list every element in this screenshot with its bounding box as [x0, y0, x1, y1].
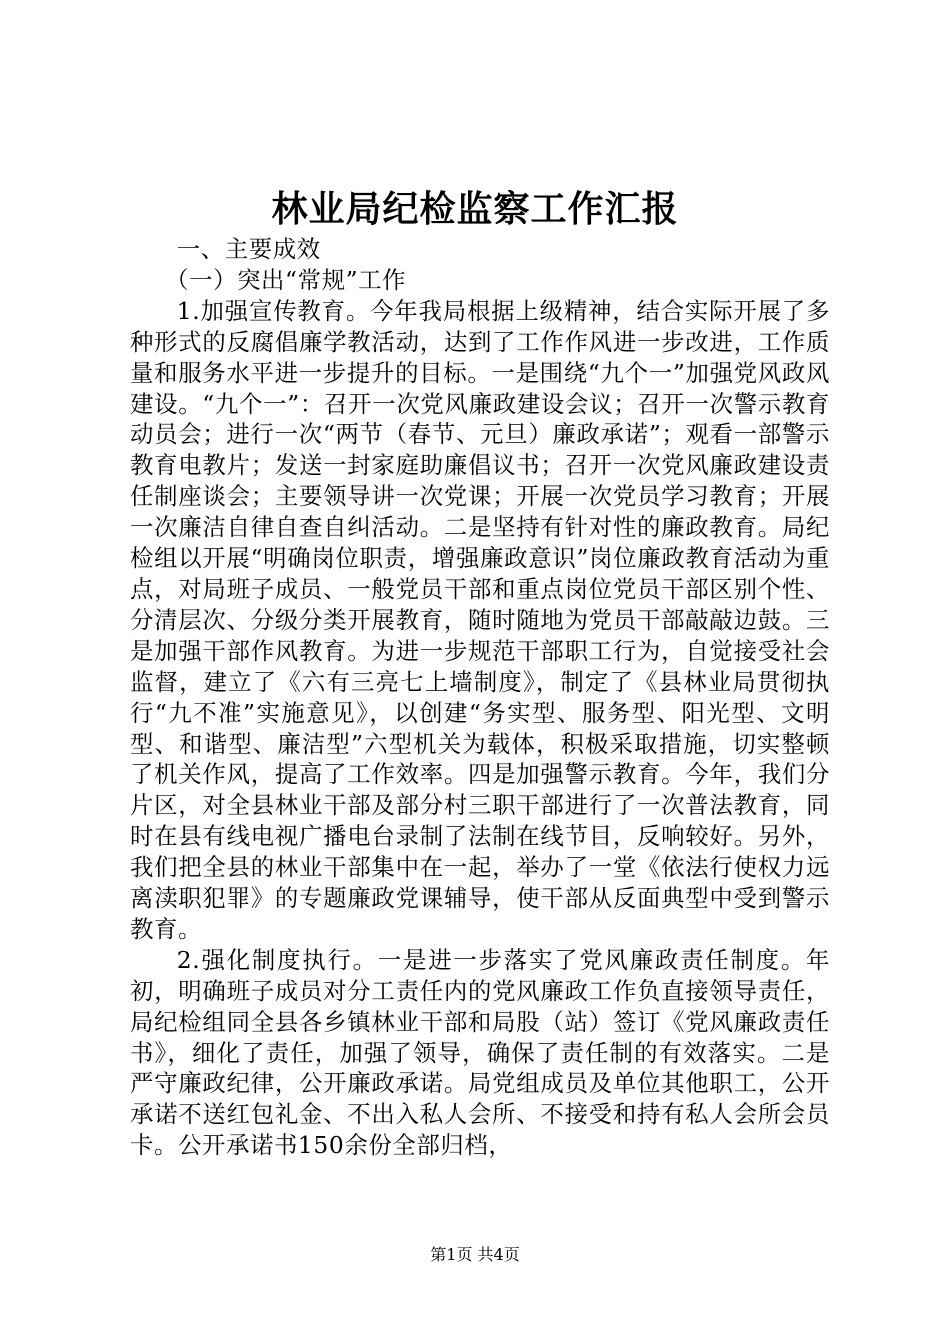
page-footer: 第1页 共4页 [430, 1245, 520, 1264]
document-title: 林业局纪检监察工作汇报 [271, 188, 679, 230]
paragraph-2: 2.强化制度执行。一是进一步落实了党风廉政责任制度。年初，明确班子成员对分工责任内的党风廉政工作负直接领导责任，局纪检组同全县各乡镇林业干部和局股（站）签订《党风廉政责任书》，细化了责任，加强了领导，确保了责任制的有效落实。二是严守廉政纪律，公开廉政承诺。局党组成员及单位其他职工，公开承诺不送红包礼金、不出入私人会所、不接受和持有私人会所会员卡。公开承诺书150余份全部归档， [130, 945, 830, 1160]
paragraph-1: 1.加强宣传教育。今年我局根据上级精神，结合实际开展了多种形式的反腐倡廉学教活动，达到了工作作风进一步改进，工作质量和服务水平进一步提升的目标。一是围绕“九个一”加强党风政风建设。“九个一”：召开一次党风廉政建设会议；召开一次警示教育动员会；进行一次“两节（春节、元旦）廉政承诺”；观看一部警示教育电教片；发送一封家庭助廉倡议书；召开一次党风廉政建设责任制座谈会；主要领导讲一次党课；开展一次党员学习教育；开展一次廉洁自律自查自纠活动。二是坚持有针对性的廉政教育。局纪检组以开展“明确岗位职责，增强廉政意识”岗位廉政教育活动为重点，对局班子成员、一般党员干部和重点岗位党员干部区别个性、分清层次、分级分类开展教育，随时随地为党员干部敲敲边鼓。三是加强干部作风教育。为进一步规范干部职工行为，自觉接受社会监督，建立了《六有三亮七上墙制度》，制定了《县林业局贯彻执行“九不准”实施意见》，以创建“务实型、服务型、阳光型、文明型、和谐型、廉洁型”六型机关为载体，积极采取措施，切实整顿了机关作风，提高了工作效率。四是加强警示教育。今年，我们分片区，对全县林业干部及部分村三职干部进行了一次普法教育，同时在县有线电视广播电台录制了法制在线节目，反响较好。另外，我们把全县的林业干部集中在一起，举办了一堂《依法行使权力远离渎职犯罪》的专题廉政党课辅导，使干部从反面典型中受到警示教育。 [130, 296, 830, 943]
section-heading: 一、主要成效 [176, 235, 321, 263]
document-body [130, 234, 830, 1161]
sub-heading: （一）突出“常规”工作 [165, 265, 407, 294]
